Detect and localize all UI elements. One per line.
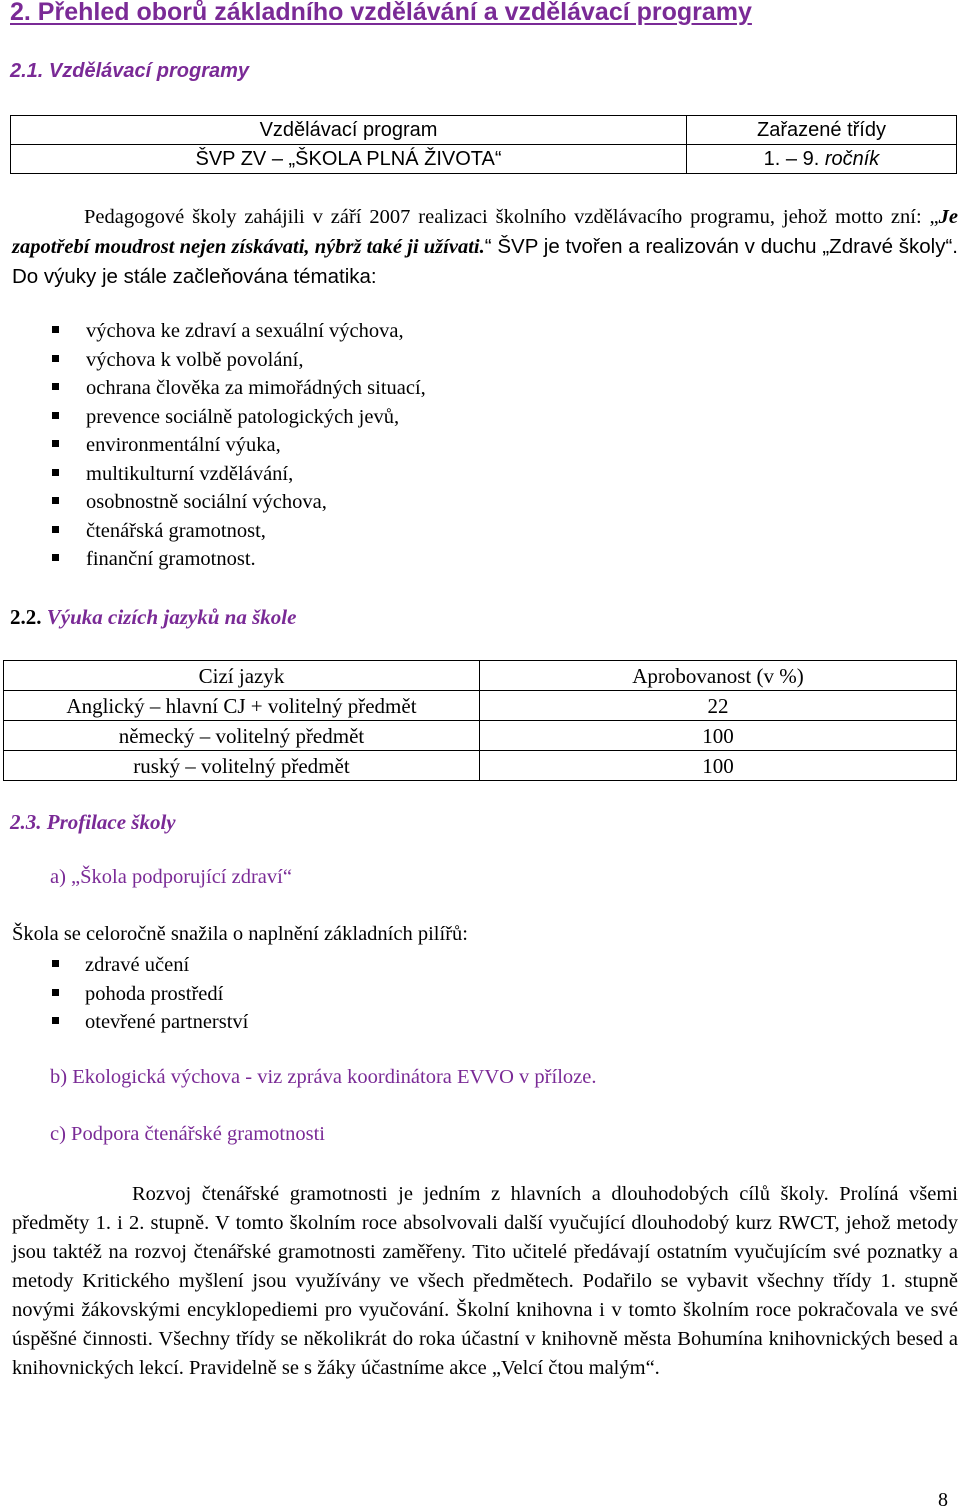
table-header-cell: Zařazené třídy — [687, 116, 957, 145]
bullet-icon — [52, 554, 59, 561]
section-2-2-number: 2.2. — [10, 605, 42, 629]
table-cell: 22 — [480, 691, 957, 721]
list-item: zdravé učení — [52, 951, 248, 980]
health-intro-text: Škola se celoročně snažila o naplnění základních pilířů: — [12, 923, 468, 945]
table-cell: 100 — [480, 751, 957, 781]
reading-paragraph — [12, 1180, 958, 1383]
list-item: čtenářská gramotnost, — [52, 517, 426, 546]
table-cell: ruský – volitelný předmět — [4, 751, 480, 781]
table-header-cell: Cizí jazyk — [4, 661, 480, 691]
reading-paragraph-text: Rozvoj čtenářské gramotnosti je jedním z hlavních a dlouhodobých cílů školy. Prolíná všemi předměty 1. i 2. stupně. V tomto školním roce absolvovali další vyučující dlouhodobý kurz RWCT, jehož metody jsou taktéž na rozvoj čtenářské gramotnosti zaměřeny. Tito učitelé předávají ostatním vyučujícím své poznatky a metody Kritického myšlení jsou využívány ve všech předmětech. Podařilo se vybavit všechny třídy 1. stupně novými žákovskými encyklopediemi pro vyučování. Školní knihovna i v tomto školním roce pokračovala ve své úspěšné činnosti. Všechny třídy se několikrát do roka účastní v knihovně města Bohumína knihovnických besed a knihovnických lekcí. Pravidelně se s žáky účastníme akce „Velcí čtou malým“. — [12, 1183, 958, 1379]
subsection-c: c) Podpora čtenářské gramotnosti — [50, 1123, 325, 1145]
bullet-icon — [52, 440, 59, 447]
school-motto: Je zapotřebí moudrost nejen získávati, nýbrž také ji užívati. — [12, 206, 958, 258]
section-2-2-title: Výuka cizích jazyků na škole — [46, 605, 297, 629]
intro-paragraph — [12, 203, 958, 292]
table-cell: ŠVP ZV – „ŠKOLA PLNÁ ŽIVOTA“ — [11, 145, 687, 174]
list-item: výchova ke zdraví a sexuální výchova, — [52, 317, 426, 346]
languages-table — [3, 660, 957, 781]
list-item: osobnostně sociální výchova, — [52, 488, 426, 517]
list-item: pohoda prostředí — [52, 980, 248, 1009]
section-2-2-heading — [10, 605, 296, 630]
table-row — [4, 751, 957, 781]
bullet-icon — [52, 497, 59, 504]
list-item: environmentální výuka, — [52, 431, 426, 460]
list-item: výchova k volbě povolání, — [52, 346, 426, 375]
bullet-icon — [52, 960, 59, 967]
list-item: otevřené partnerství — [52, 1008, 248, 1037]
topics-list — [52, 317, 426, 574]
table-cell — [687, 145, 957, 174]
subsection-b: b) Ekologická výchova - viz zpráva koordinátora EVVO v příloze. — [50, 1066, 597, 1088]
table-header-row — [4, 661, 957, 691]
table-header-cell: Aprobovanost (v %) — [480, 661, 957, 691]
table-cell: 100 — [480, 721, 957, 751]
bullet-icon — [52, 326, 59, 333]
list-item: finanční gramotnost. — [52, 545, 426, 574]
table-row — [11, 145, 957, 174]
bullet-icon — [52, 412, 59, 419]
table-row — [4, 721, 957, 751]
bullet-icon — [52, 1017, 59, 1024]
section-2-1-heading: 2.1. Vzdělávací programy — [10, 60, 250, 82]
list-item: prevence sociálně patologických jevů, — [52, 403, 426, 432]
table-cell: německý – volitelný předmět — [4, 721, 480, 751]
pillars-list — [52, 951, 248, 1037]
subsection-a: a) „Škola podporující zdraví“ — [50, 866, 292, 888]
intro-text-1: Pedagogové školy zahájili v září 2007 realizaci školního vzdělávacího programu, jehož motto zní: „ — [84, 206, 939, 228]
grade-range: 1. – 9. — [763, 147, 820, 170]
bullet-icon — [52, 526, 59, 533]
list-item: multikulturní vzdělávání, — [52, 460, 426, 489]
table-header-cell: Vzdělávací program — [11, 116, 687, 145]
page-number: 8 — [938, 1489, 948, 1511]
main-heading: 2. Přehled oborů základního vzdělávání a vzdělávací programy — [10, 0, 752, 26]
intro-text-2: “ ŠVP je tvořen a realizován v duchu „Zdravé školy“. Do výuky je stále začleňována tématika: — [12, 235, 958, 288]
bullet-icon — [52, 383, 59, 390]
bullet-icon — [52, 469, 59, 476]
list-item: ochrana člověka za mimořádných situací, — [52, 374, 426, 403]
table-cell: Anglický – hlavní CJ + volitelný předmět — [4, 691, 480, 721]
programs-table — [10, 115, 957, 174]
bullet-icon — [52, 355, 59, 362]
table-row — [4, 691, 957, 721]
section-2-3-heading: 2.3. Profilace školy — [10, 810, 176, 834]
table-header-row — [11, 116, 957, 145]
bullet-icon — [52, 989, 59, 996]
grade-unit: ročník — [824, 147, 880, 170]
